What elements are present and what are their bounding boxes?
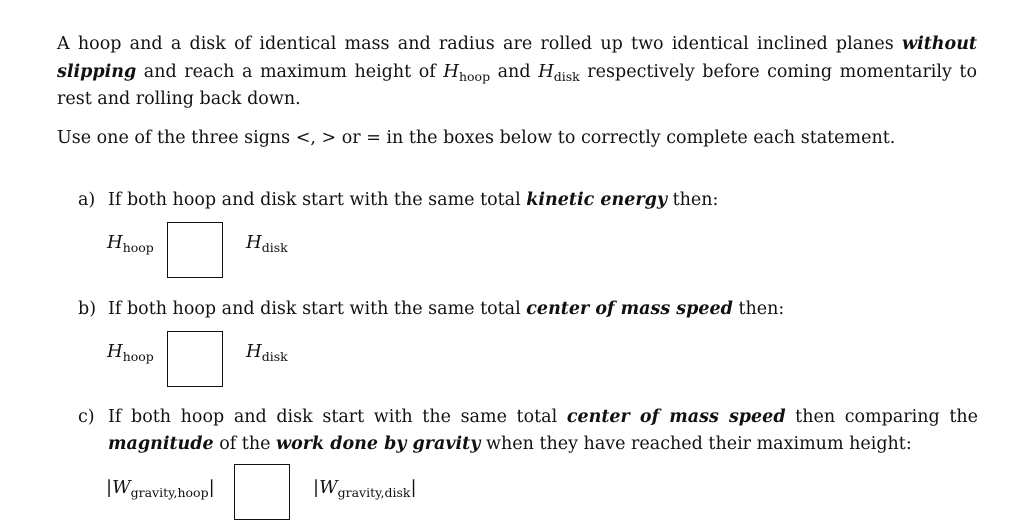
part-c-right-sub: gravity,disk (337, 485, 411, 500)
part-b-left-symbol (107, 341, 154, 362)
part-c-emphasis-1: center of mass speed (566, 407, 786, 427)
h-disk-var: H (538, 61, 554, 82)
problem-intro (57, 31, 977, 113)
part-c-left-abs-open: | (106, 477, 113, 498)
part-c-right-abs-close: | (410, 477, 417, 498)
part-a-emphasis: kinetic energy (526, 190, 668, 210)
part-a-text-1: If both hoop and disk start with the same total (108, 190, 527, 210)
part-b-left-var: H (107, 341, 123, 362)
part-a-left-var: H (107, 232, 123, 253)
part-a-left-symbol (107, 232, 154, 253)
part-c-text (108, 404, 978, 458)
part-a-letter: a) (78, 190, 96, 210)
part-a-right-sub: disk (261, 240, 288, 255)
part-c-left-symbol (106, 477, 215, 498)
part-a-text (108, 187, 978, 214)
h-hoop-sub: hoop (458, 69, 491, 84)
intro-text-1: A hoop and a disk of identical mass and radius are rolled up two identical inclined planes (57, 34, 902, 54)
h-hoop-symbol (443, 61, 490, 82)
part-b-answer-box[interactable] (167, 331, 223, 387)
part-b-comparison (0, 328, 1024, 388)
part-c-answer-box[interactable] (234, 464, 290, 520)
part-b-right-sub: disk (261, 349, 288, 364)
part-c-text-2: then comparing the (785, 407, 979, 427)
intro-text-4: respectively before coming momentarily to rest and rolling back down. (57, 62, 977, 109)
part-c-statement (78, 404, 978, 458)
part-c-emphasis-3: work done by gravity (276, 434, 481, 454)
intro-text-3: and (490, 62, 539, 82)
part-b-text-1: If both hoop and disk start with the same total (108, 299, 527, 319)
intro-emphasis-without-slipping: without slipping (57, 34, 977, 82)
part-b-right-symbol (246, 341, 288, 362)
part-c-right-var: W (319, 477, 338, 498)
intro-text-2: and reach a maximum height of (136, 62, 444, 82)
h-disk-symbol (538, 61, 580, 82)
instruction-text: Use one of the three signs <, > or = in the boxes below to correctly complete each statement. (57, 128, 896, 148)
part-c-comparison (0, 464, 1024, 524)
part-b-text (108, 296, 978, 323)
part-c-text-1: If both hoop and disk start with the same total (108, 407, 567, 427)
part-b-left-sub: hoop (122, 349, 154, 364)
part-c-right-abs-open: | (313, 477, 320, 498)
part-b-letter: b) (78, 299, 97, 319)
part-c-left-sub: gravity,hoop (130, 485, 209, 500)
part-c-letter: c) (78, 407, 95, 427)
part-a-right-var: H (246, 232, 262, 253)
part-b-statement (78, 296, 978, 323)
part-b-right-var: H (246, 341, 262, 362)
part-b-text-2: then: (732, 299, 785, 319)
part-c-text-4: when they have reached their maximum height: (480, 434, 912, 454)
part-a-answer-box[interactable] (167, 222, 223, 278)
part-a-comparison (0, 219, 1024, 279)
part-c-right-symbol (313, 477, 417, 498)
part-c-left-abs-close: | (208, 477, 215, 498)
part-a-left-sub: hoop (122, 240, 154, 255)
part-b-emphasis: center of mass speed (526, 299, 733, 319)
part-c-left-var: W (112, 477, 131, 498)
part-a-right-symbol (246, 232, 288, 253)
part-a-statement (78, 187, 978, 214)
part-a-text-2: then: (667, 190, 719, 210)
part-c-text-3: of the (213, 434, 277, 454)
h-disk-sub: disk (553, 69, 580, 84)
h-hoop-var: H (443, 61, 459, 82)
part-c-emphasis-2: magnitude (108, 434, 214, 454)
